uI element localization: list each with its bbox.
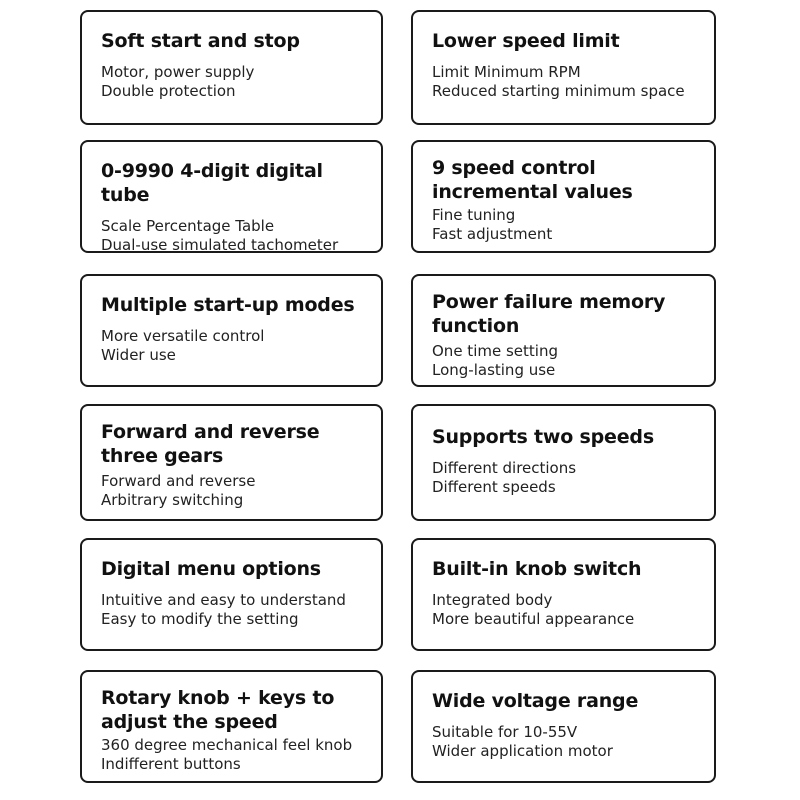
feature-description [432,459,696,497]
feature-title: Built-in knob switch [432,558,642,580]
feature-title: Wide voltage range [432,690,639,712]
feature-card-knob-switch [411,538,716,651]
feature-card-two-speeds [411,404,716,521]
feature-card-soft-start [80,10,383,125]
feature-description [432,206,696,244]
feature-line: 360 degree mechanical feel knob [101,736,353,754]
feature-title: 0-9990 4-digit digital tube [101,160,323,206]
feature-line: Intuitive and easy to understand [101,591,346,609]
feature-line: Motor, power supply [101,63,255,81]
feature-description [101,217,363,253]
feature-line: Scale Percentage Table [101,217,275,235]
feature-title: Supports two speeds [432,426,654,448]
feature-line: Different speeds [432,478,556,496]
feature-description [101,63,363,101]
feature-description [101,736,363,774]
feature-card-digital-menu [80,538,383,651]
feature-line: Indifferent buttons [101,755,241,773]
feature-line: More versatile control [101,327,265,345]
feature-line: More beautiful appearance [432,610,635,628]
feature-card-lower-speed-limit [411,10,716,125]
feature-line: Wider application motor [432,742,613,760]
feature-title: Forward and reverse three gears [101,421,320,467]
feature-title: Power failure memory function [432,291,666,337]
feature-line: Arbitrary switching [101,491,244,509]
feature-line: Integrated body [432,591,553,609]
feature-line: Fast adjustment [432,225,553,243]
feature-line: Dual-use simulated tachometer [101,236,339,253]
feature-line: Long-lasting use [432,361,556,379]
feature-description [101,591,363,629]
feature-description [432,723,696,761]
feature-line: Double protection [101,82,236,100]
feature-card-speed-increments [411,140,716,253]
feature-title: Lower speed limit [432,30,620,52]
feature-card-voltage-range [411,670,716,783]
feature-title: Multiple start-up modes [101,294,355,316]
feature-card-digital-tube [80,140,383,253]
feature-line: Reduced starting minimum space [432,82,685,100]
feature-line: Suitable for 10-55V [432,723,578,741]
feature-title: 9 speed control incremental values [432,157,633,203]
feature-line: Different directions [432,459,577,477]
feature-line: Wider use [101,346,176,364]
feature-title: Digital menu options [101,558,321,580]
feature-card-start-up-modes [80,274,383,387]
feature-line: Easy to modify the setting [101,610,299,628]
feature-card-rotary-knob [80,670,383,783]
feature-line: Fine tuning [432,206,516,224]
feature-title: Rotary knob + keys to adjust the speed [101,687,335,733]
feature-title: Soft start and stop [101,30,300,52]
feature-line: Limit Minimum RPM [432,63,581,81]
feature-description [101,327,363,365]
feature-description [101,472,363,510]
feature-description [432,63,696,101]
feature-description [432,591,696,629]
feature-description [432,342,696,380]
feature-line: Forward and reverse [101,472,256,490]
feature-card-forward-reverse [80,404,383,521]
feature-card-power-failure-memory [411,274,716,387]
feature-line: One time setting [432,342,558,360]
